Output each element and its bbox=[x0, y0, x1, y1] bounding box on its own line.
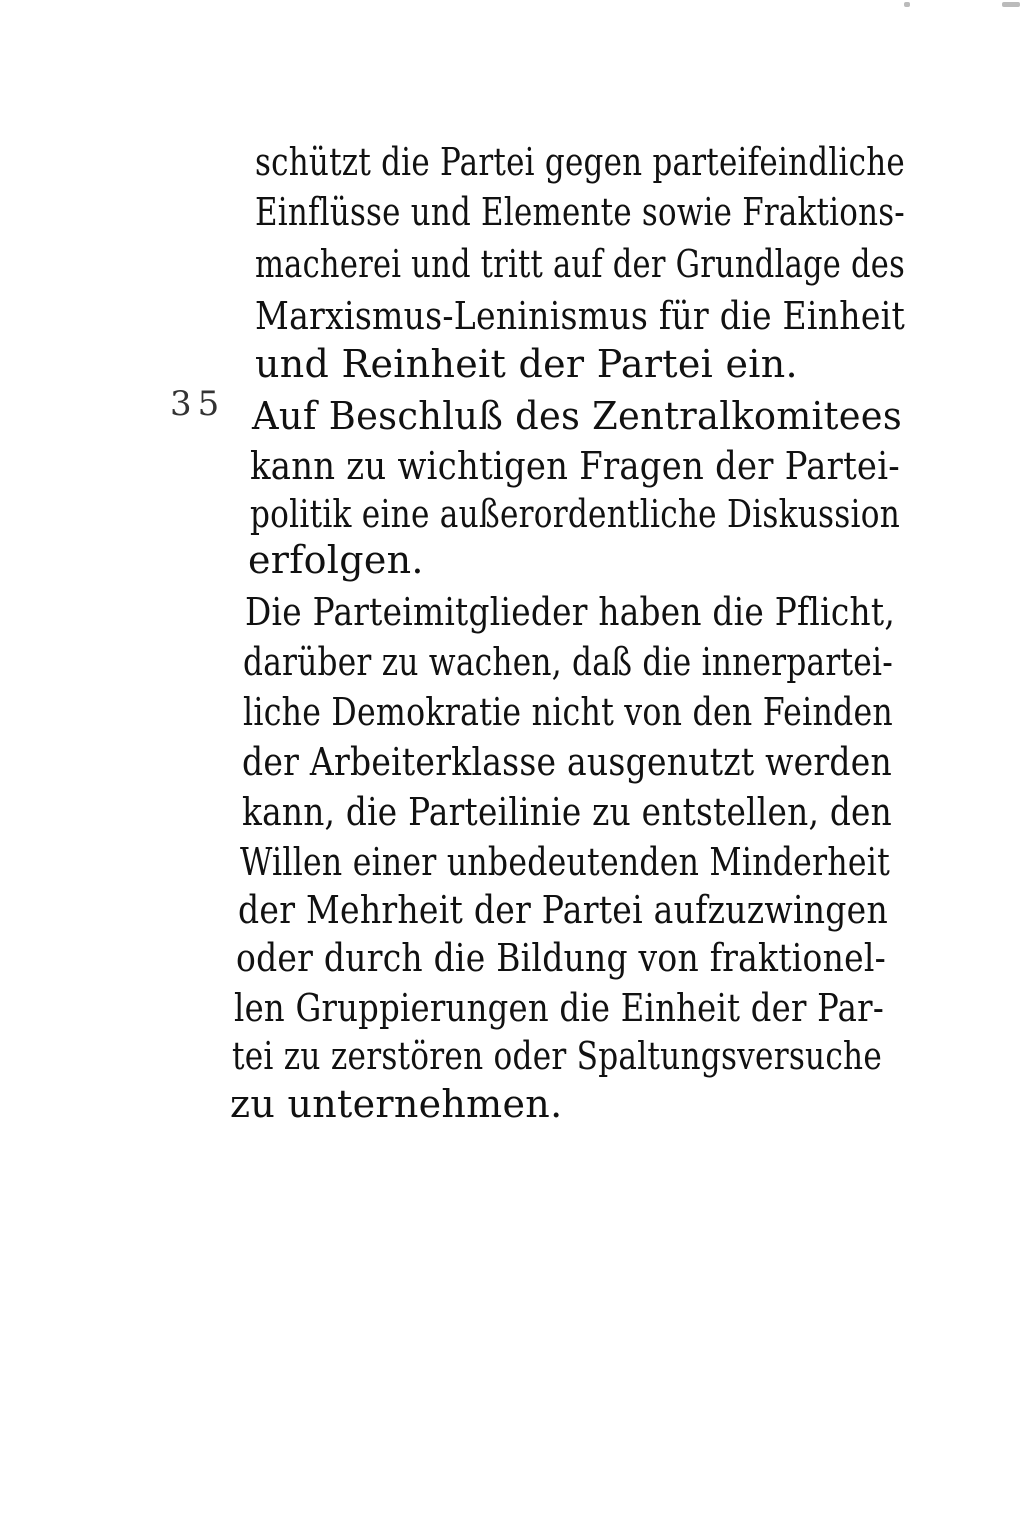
text-line-19: tei zu zerstören oder Spaltungsversuche bbox=[232, 1034, 882, 1078]
text-line-14: kann, die Parteilinie zu entstellen, den bbox=[242, 790, 892, 834]
text-line-7: kann zu wichtigen Fragen der Partei- bbox=[250, 444, 900, 488]
text-line-3: macherei und tritt auf der Grundlage des bbox=[255, 242, 905, 286]
text-line-12: liche Demokratie nicht von den Feinden bbox=[243, 690, 893, 734]
page-edge-mark bbox=[904, 0, 1024, 14]
text-line-17: oder durch die Bildung von fraktionel- bbox=[236, 936, 886, 980]
text-line-18: len Gruppierungen die Einheit der Par- bbox=[234, 986, 884, 1030]
text-line-8: politik eine außerordentliche Diskussion bbox=[250, 492, 900, 536]
text-line-4: Marxismus-Leninismus für die Einheit bbox=[255, 294, 905, 338]
text-line-15: Willen einer unbedeutenden Minderheit bbox=[240, 840, 890, 884]
text-line-20: zu unternehmen. bbox=[230, 1082, 563, 1126]
text-line-13: der Arbeiterklasse ausgenutzt werden bbox=[242, 740, 892, 784]
paragraph-number: 35 bbox=[170, 384, 226, 424]
text-line-5: und Reinheit der Partei ein. bbox=[255, 342, 798, 386]
text-line-1: schützt die Partei gegen parteifeindliche bbox=[255, 140, 905, 184]
text-line-9: erfolgen. bbox=[248, 538, 424, 582]
text-line-6: Auf Beschluß des Zentralkomitees bbox=[252, 394, 902, 438]
text-line-10: Die Parteimitglieder haben die Pflicht, bbox=[245, 590, 895, 634]
text-line-16: der Mehrheit der Partei aufzuzwingen bbox=[238, 888, 888, 932]
text-line-11: darüber zu wachen, daß die innerpartei- bbox=[243, 640, 893, 684]
text-line-2: Einflüsse und Elemente sowie Fraktions- bbox=[255, 190, 905, 234]
